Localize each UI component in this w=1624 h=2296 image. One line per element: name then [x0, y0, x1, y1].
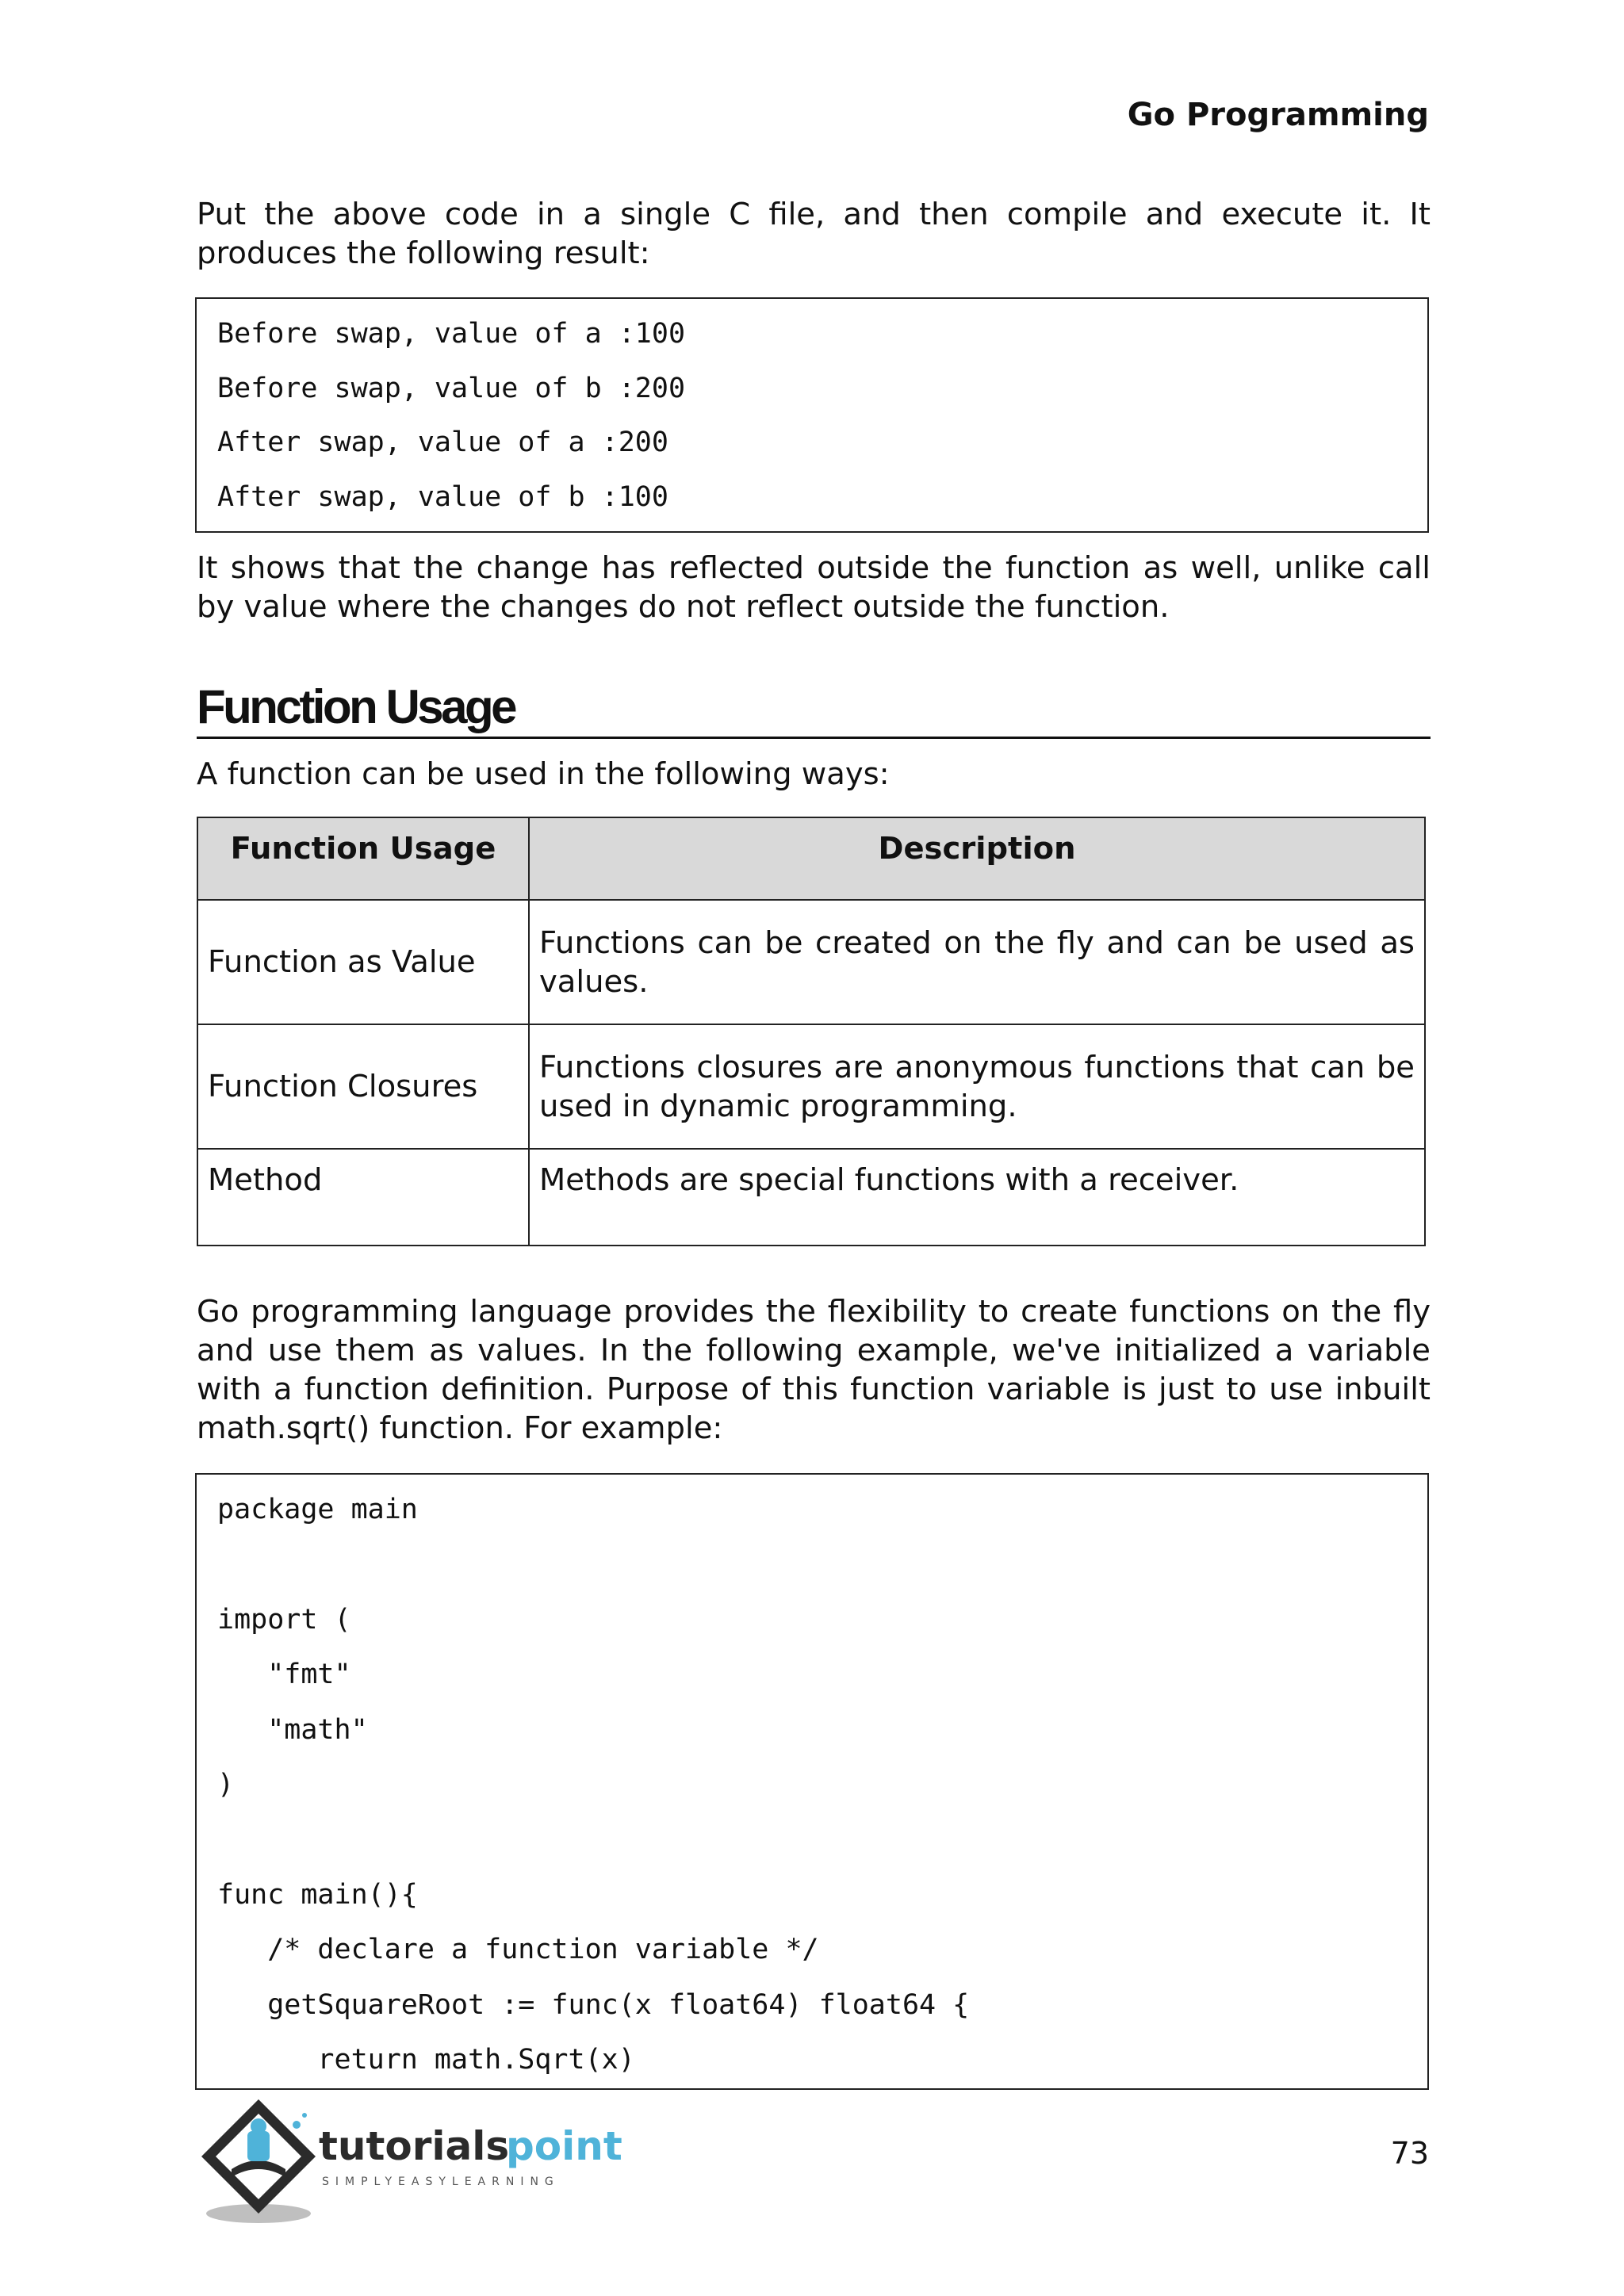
section-heading — [197, 675, 1431, 739]
table-row — [197, 1024, 1425, 1149]
table-cell-usage: Function as Value — [197, 900, 529, 1024]
code-line: "fmt" — [217, 1659, 351, 1691]
body-paragraph: Go programming language provides the flexibility to create functions on the fly and use them as values. In the following example, we've initialized a variable with a function definition. Purpose of this function variable is just to use inbuilt math.sqrt() function. For example: — [197, 1294, 1431, 1446]
output-line: Before swap, value of a :100 — [217, 318, 686, 350]
spark-dot-icon — [293, 2121, 301, 2129]
output-line: Before swap, value of b :200 — [217, 372, 686, 404]
output-line: After swap, value of b :100 — [217, 480, 668, 513]
learner-head-icon — [251, 2118, 266, 2134]
output-block — [195, 297, 1429, 533]
intro-paragraph: Put the above code in a single C file, and then compile and execute it. It produces the following result: — [197, 197, 1431, 271]
learner-icon — [247, 2131, 270, 2161]
page-number: 73 — [1390, 2136, 1429, 2171]
code-line: return math.Sqrt(x) — [217, 2043, 635, 2076]
tutorialspoint-logo — [195, 2093, 639, 2228]
code-line: import ( — [217, 1603, 351, 1636]
table-cell-description: Functions closures are anonymous functions that can be used in dynamic programming. — [529, 1024, 1425, 1149]
code-block — [195, 1473, 1429, 2090]
logo-word-light: point — [506, 2123, 622, 2169]
code-line: package main — [217, 1494, 418, 1525]
logo-tagline: SIMPLYEASYLEARNING — [322, 2175, 560, 2188]
table-row — [197, 900, 1425, 1024]
table-cell-description: Functions can be created on the fly and can be used as values. — [529, 900, 1425, 1024]
section-lead: A function can be used in the following ways: — [197, 756, 890, 792]
spark-dot-icon — [302, 2113, 307, 2118]
code-line: ) — [217, 1768, 235, 1800]
explanation-paragraph: It shows that the change has reflected outside the function as well, unlike call by value where the changes do not reflect outside the function. — [197, 550, 1431, 625]
function-usage-table — [197, 817, 1426, 1246]
table-header-description: Description — [529, 817, 1425, 900]
table-cell-usage: Method — [197, 1149, 529, 1246]
table-cell-usage: Function Closures — [197, 1024, 529, 1149]
running-header: Go Programming — [1127, 97, 1429, 133]
code-line: "math" — [217, 1713, 368, 1746]
output-line: After swap, value of a :200 — [217, 427, 668, 458]
table-header-usage: Function Usage — [197, 817, 529, 900]
logo-word-dark: tutorials — [319, 2123, 510, 2169]
table-row — [197, 1149, 1425, 1246]
table-cell-description: Methods are special functions with a receiver. — [529, 1149, 1425, 1246]
section-heading-text: Function Usage — [197, 680, 515, 733]
code-line: func main(){ — [217, 1878, 418, 1911]
code-line: /* declare a function variable */ — [217, 1934, 819, 1966]
code-line — [217, 1812, 1427, 1867]
code-line — [217, 1537, 1427, 1592]
code-line: getSquareRoot := func(x float64) float64 { — [217, 1988, 970, 2021]
